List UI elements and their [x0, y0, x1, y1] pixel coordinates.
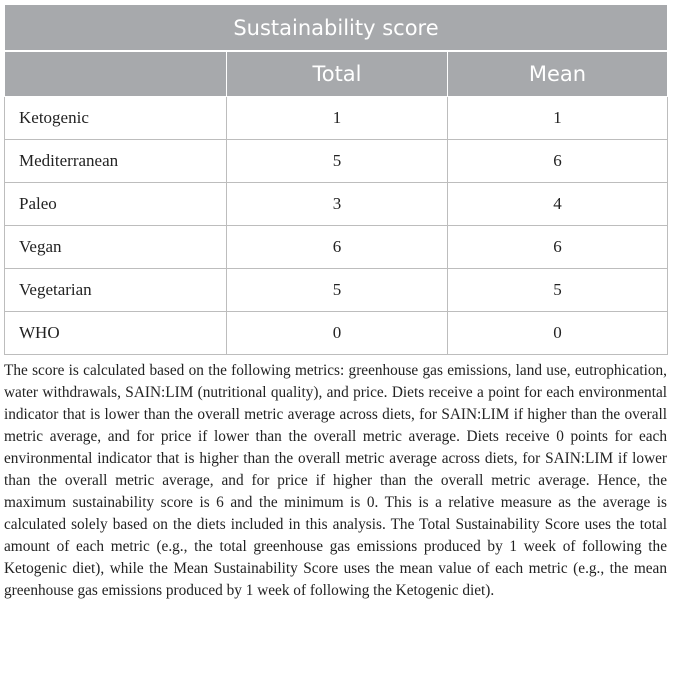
- diet-name: WHO: [5, 312, 227, 355]
- title-row: [5, 5, 668, 52]
- total-score: 0: [227, 312, 448, 355]
- total-score: 1: [227, 97, 448, 140]
- mean-score: 6: [448, 226, 668, 269]
- total-score: 6: [227, 226, 448, 269]
- diet-name: Vegetarian: [5, 269, 227, 312]
- table-row: [5, 183, 668, 226]
- table-row: [5, 226, 668, 269]
- table-container: [4, 4, 667, 602]
- header-row: [5, 51, 668, 97]
- mean-score: 1: [448, 97, 668, 140]
- diet-name: Vegan: [5, 226, 227, 269]
- table-footnote: The score is calculated based on the following metrics: greenhouse gas emissions, land use, eutrophication, water withdrawals, SAIN:LIM (nutritional quality), and price. Diets receive a point for each environmental indicator that is lower than the overall metric average across diets, for SAIN:LIM if higher than the overall metric average, and for price if lower than the overall metric average. Diets receive 0 points for each environmental indicator that is higher than the overall metric average across diets, for SAIN:LIM if lower than the overall metric average, and for price if higher than the overall metric average. Hence, the maximum sustainability score is 6 and the minimum is 0. This is a relative measure as the average is calculated solely based on the diets included in this analysis. The Total Sustainability Score uses the total amount of each metric (e.g., the total greenhouse gas emissions produced by 1 week of following the Ketogenic diet), while the Mean Sustainability Score uses the mean value of each metric (e.g., the mean greenhouse gas emissions produced by 1 week of following the Ketogenic diet).: [4, 362, 667, 599]
- column-header-diet: [5, 51, 227, 97]
- table-row: [5, 269, 668, 312]
- mean-score: 0: [448, 312, 668, 355]
- mean-score: 5: [448, 269, 668, 312]
- total-score: 5: [227, 140, 448, 183]
- diet-name: Ketogenic: [5, 97, 227, 140]
- sustainability-table: [4, 4, 668, 355]
- total-score: 5: [227, 269, 448, 312]
- diet-name: Mediterranean: [5, 140, 227, 183]
- column-header-total: Total: [227, 51, 448, 97]
- mean-score: 6: [448, 140, 668, 183]
- table-row: [5, 140, 668, 183]
- table-title: Sustainability score: [5, 5, 668, 52]
- column-header-mean: Mean: [448, 51, 668, 97]
- table-row: [5, 97, 668, 140]
- total-score: 3: [227, 183, 448, 226]
- table-row: [5, 312, 668, 355]
- diet-name: Paleo: [5, 183, 227, 226]
- mean-score: 4: [448, 183, 668, 226]
